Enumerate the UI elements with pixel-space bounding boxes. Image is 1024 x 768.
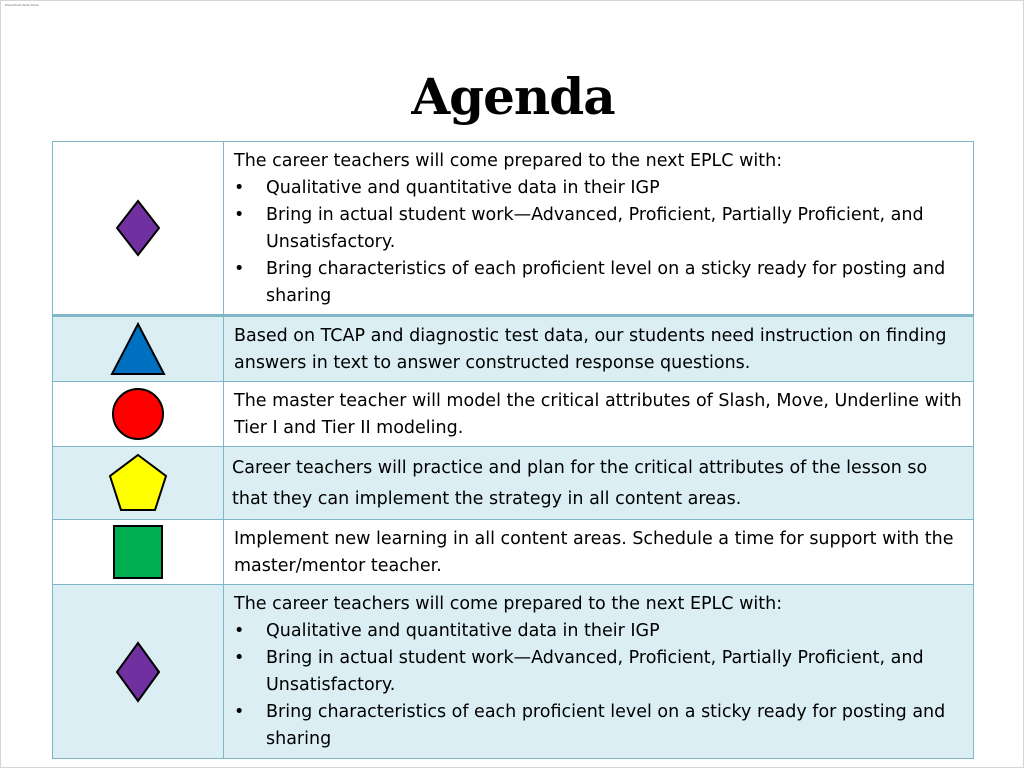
yellow-pentagon-icon — [107, 453, 169, 513]
agenda-row-6-bullets — [234, 618, 963, 753]
bullet-item: • Bring characteristics of each proficient level on a sticky ready for posting and sharing — [234, 699, 963, 753]
agenda-row-1 — [53, 142, 974, 316]
agenda-row-1-intro: The career teachers will come prepared to the next EPLC with: — [234, 151, 783, 171]
red-circle-icon — [110, 386, 166, 442]
agenda-row-2 — [53, 316, 974, 382]
agenda-row-6-intro: The career teachers will come prepared to the next EPLC with: — [234, 594, 783, 614]
bullet-item: • Qualitative and quantitative data in their IGP — [234, 618, 963, 645]
agenda-row-4-icon-cell — [53, 447, 224, 520]
page-title: Agenda — [411, 67, 615, 126]
agenda-row-3-icon-cell — [53, 382, 224, 447]
agenda-row-2-icon-cell — [53, 316, 224, 382]
agenda-row-5-text: Implement new learning in all content areas. Schedule a time for support with the master/mentor teacher. — [224, 520, 974, 585]
agenda-row-3-text: The master teacher will model the critical attributes of Slash, Move, Underline with Tier I and Tier II modeling. — [224, 382, 974, 447]
agenda-row-4 — [53, 447, 974, 520]
green-square-icon — [112, 524, 164, 580]
bullet-item: • Bring in actual student work—Advanced, Proficient, Partially Proficient, and Unsatisfactory. — [234, 202, 963, 256]
agenda-row-6-text — [224, 585, 974, 759]
agenda-table — [52, 141, 974, 759]
agenda-row-3 — [53, 382, 974, 447]
purple-diamond-icon — [115, 641, 161, 703]
bullet-item: • Bring in actual student work—Advanced, Proficient, Partially Proficient, and Unsatisfactory. — [234, 645, 963, 699]
agenda-row-1-icon-cell — [53, 142, 224, 316]
blue-triangle-icon — [110, 322, 166, 376]
agenda-row-1-bullets — [234, 175, 963, 310]
agenda-row-6-icon-cell — [53, 585, 224, 759]
corner-label: PowerPoint Slide Show — [5, 3, 39, 7]
agenda-row-5-icon-cell — [53, 520, 224, 585]
bullet-item: • Qualitative and quantitative data in their IGP — [234, 175, 963, 202]
purple-diamond-icon — [115, 199, 161, 257]
bullet-item: • Bring characteristics of each proficient level on a sticky ready for posting and sharing — [234, 256, 963, 310]
agenda-row-4-text: Career teachers will practice and plan for the critical attributes of the lesson so that they can implement the strategy in all content areas. — [224, 447, 974, 520]
agenda-row-5 — [53, 520, 974, 585]
agenda-row-6 — [53, 585, 974, 759]
agenda-row-2-text: Based on TCAP and diagnostic test data, our students need instruction on finding answers in text to answer constructed response questions. — [224, 316, 974, 382]
agenda-row-1-text — [224, 142, 974, 316]
